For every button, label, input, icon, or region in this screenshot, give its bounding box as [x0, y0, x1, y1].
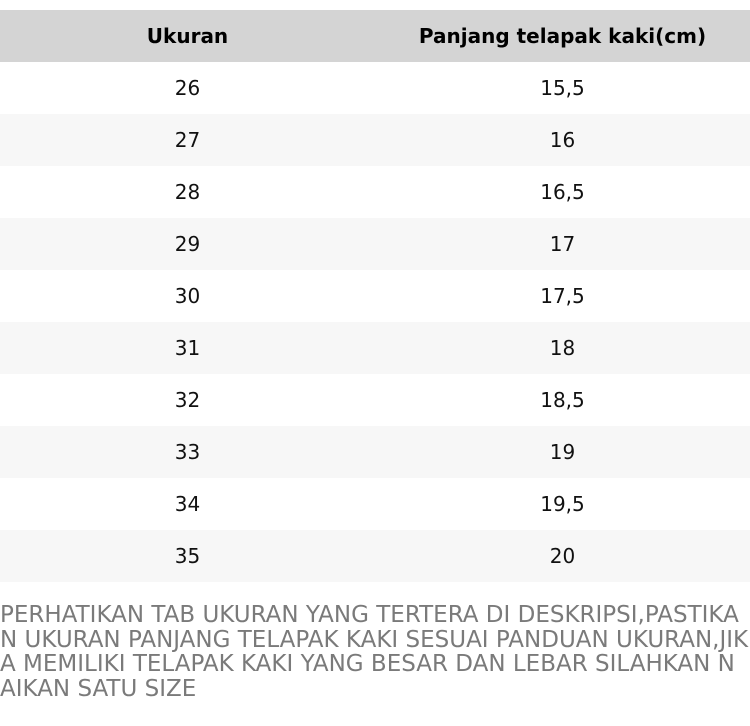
table-row — [0, 218, 750, 270]
header-size: Ukuran — [0, 10, 375, 62]
size-cell: 34 — [0, 478, 375, 530]
size-cell: 29 — [0, 218, 375, 270]
foot-length-cell: 20 — [375, 530, 750, 582]
foot-length-cell: 18,5 — [375, 374, 750, 426]
size-cell: 32 — [0, 374, 375, 426]
table-row — [0, 478, 750, 530]
foot-length-cell: 16,5 — [375, 166, 750, 218]
foot-length-cell: 18 — [375, 322, 750, 374]
size-cell: 35 — [0, 530, 375, 582]
header-foot-length: Panjang telapak kaki(cm) — [375, 10, 750, 62]
size-cell: 30 — [0, 270, 375, 322]
size-chart-header — [0, 10, 750, 62]
size-cell: 33 — [0, 426, 375, 478]
table-row — [0, 62, 750, 114]
size-cell: 26 — [0, 62, 375, 114]
size-chart-table — [0, 10, 750, 582]
table-row — [0, 530, 750, 582]
size-guide-note: PERHATIKAN TAB UKURAN YANG TERTERA DI DESKRIPSI,PASTIKAN UKURAN PANJANG TELAPAK KAKI SESUAI PANDUAN UKURAN,JIKA MEMILIKI TELAPAK KAKI YANG BESAR DAN LEBAR SILAHKAN NAIKAN SATU SIZE — [0, 602, 749, 702]
table-row — [0, 270, 750, 322]
foot-length-cell: 17,5 — [375, 270, 750, 322]
header-row — [0, 10, 750, 62]
size-cell: 28 — [0, 166, 375, 218]
table-row — [0, 374, 750, 426]
size-cell: 27 — [0, 114, 375, 166]
foot-length-cell: 16 — [375, 114, 750, 166]
table-row — [0, 166, 750, 218]
foot-length-cell: 19,5 — [375, 478, 750, 530]
size-cell: 31 — [0, 322, 375, 374]
table-row — [0, 322, 750, 374]
foot-length-cell: 19 — [375, 426, 750, 478]
table-row — [0, 114, 750, 166]
foot-length-cell: 15,5 — [375, 62, 750, 114]
size-chart-body — [0, 62, 750, 582]
foot-length-cell: 17 — [375, 218, 750, 270]
table-row — [0, 426, 750, 478]
